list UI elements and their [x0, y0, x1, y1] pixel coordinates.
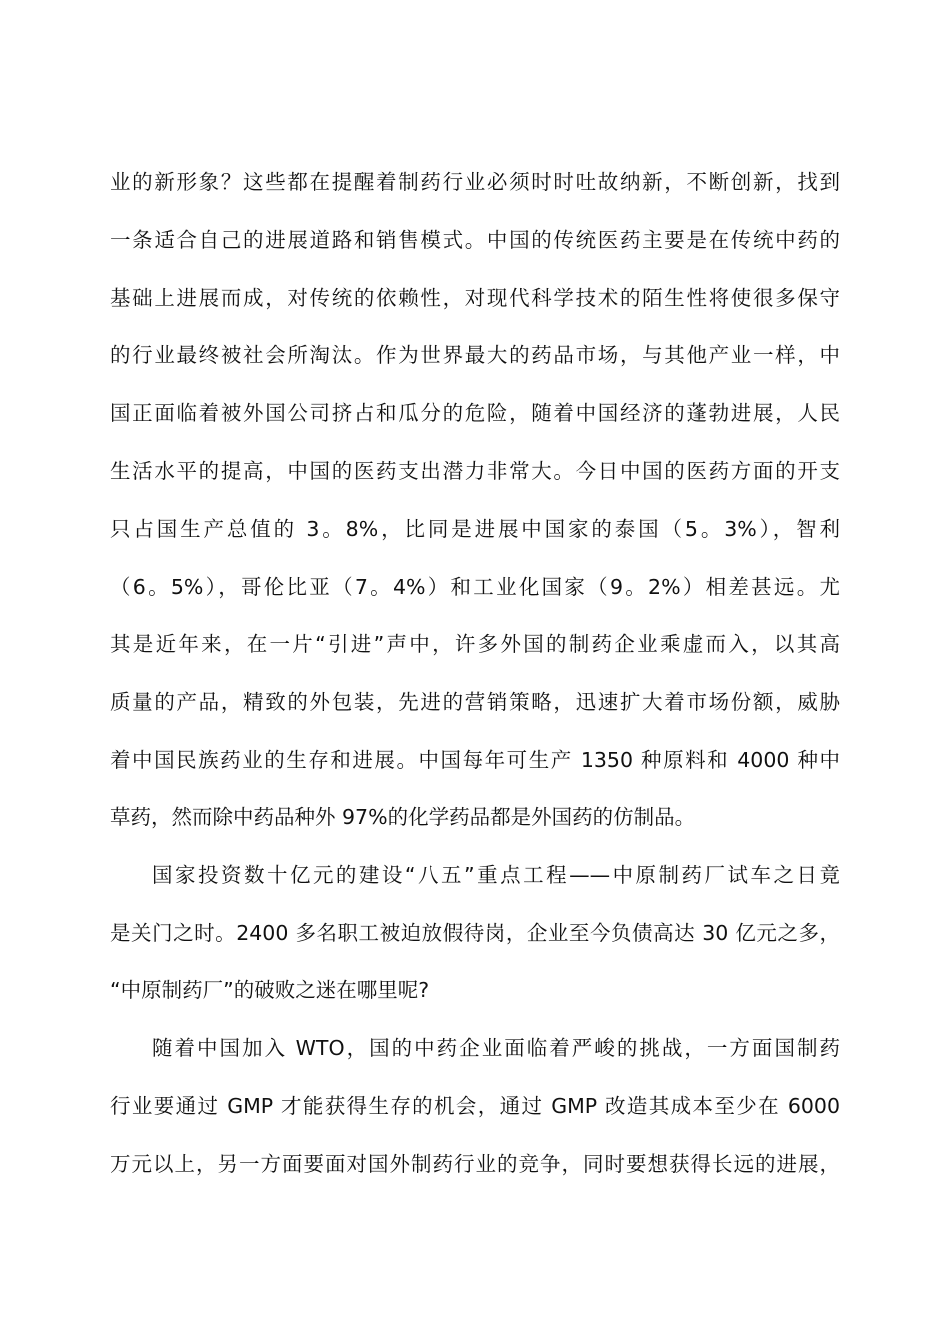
- text-line: 万元以上，另一方面要面对国外制药行业的竞争，同时要想获得长远的进展，: [110, 1152, 840, 1176]
- text-line: 基础上进展而成，对传统的依赖性，对现代科学技术的陌生性将使很多保守: [110, 286, 840, 310]
- text-line: 业的新形象？这些都在提醒着制药行业必须时时吐故纳新，不断创新，找到: [110, 170, 840, 194]
- text-line: 的行业最终被社会所淘汰。作为世界最大的药品市场，与其他产业一样，中: [110, 343, 840, 367]
- paragraph-first-line: 国家投资数十亿元的建设“八五”重点工程——中原制药厂试车之日竟: [152, 863, 840, 887]
- text-line: 国正面临着被外国公司挤占和瓜分的危险，随着中国经济的蓬勃进展，人民: [110, 401, 840, 425]
- text-line: 行业要通过 GMP 才能获得生存的机会，通过 GMP 改造其成本至少在 6000: [110, 1094, 840, 1118]
- paragraph-first-line: 随着中国加入 WTO，国的中药企业面临着严峻的挑战，一方面国制药: [152, 1036, 840, 1060]
- text-line: 草药，然而除中药品种外 97%的化学药品都是外国药的仿制品。: [110, 805, 696, 829]
- text-line: 质量的产品，精致的外包装，先进的营销策略，迅速扩大着市场份额，威胁: [110, 690, 840, 714]
- text-line: 其是近年来，在一片“引进”声中，许多外国的制药企业乘虚而入，以其高: [110, 632, 840, 656]
- text-line: 着中国民族药业的生存和进展。中国每年可生产 1350 种原料和 4000 种中: [110, 748, 840, 772]
- text-line: 是关门之时。2400 多名职工被迫放假待岗，企业至今负债高达 30 亿元之多，: [110, 921, 840, 945]
- text-line: （6。5%），哥伦比亚（7。4%）和工业化国家（9。2%）相差甚远。尤: [110, 575, 840, 599]
- text-line: “中原制药厂”的破败之迷在哪里呢?: [110, 978, 430, 1002]
- text-line: 只占国生产总值的 3。8%，比同是进展中国家的泰国（5。3%），智利: [110, 517, 840, 541]
- text-line: 生活水平的提高，中国的医药支出潜力非常大。今日中国的医药方面的开支: [110, 459, 840, 483]
- text-line: 一条适合自己的进展道路和销售模式。中国的传统医药主要是在传统中药的: [110, 228, 840, 252]
